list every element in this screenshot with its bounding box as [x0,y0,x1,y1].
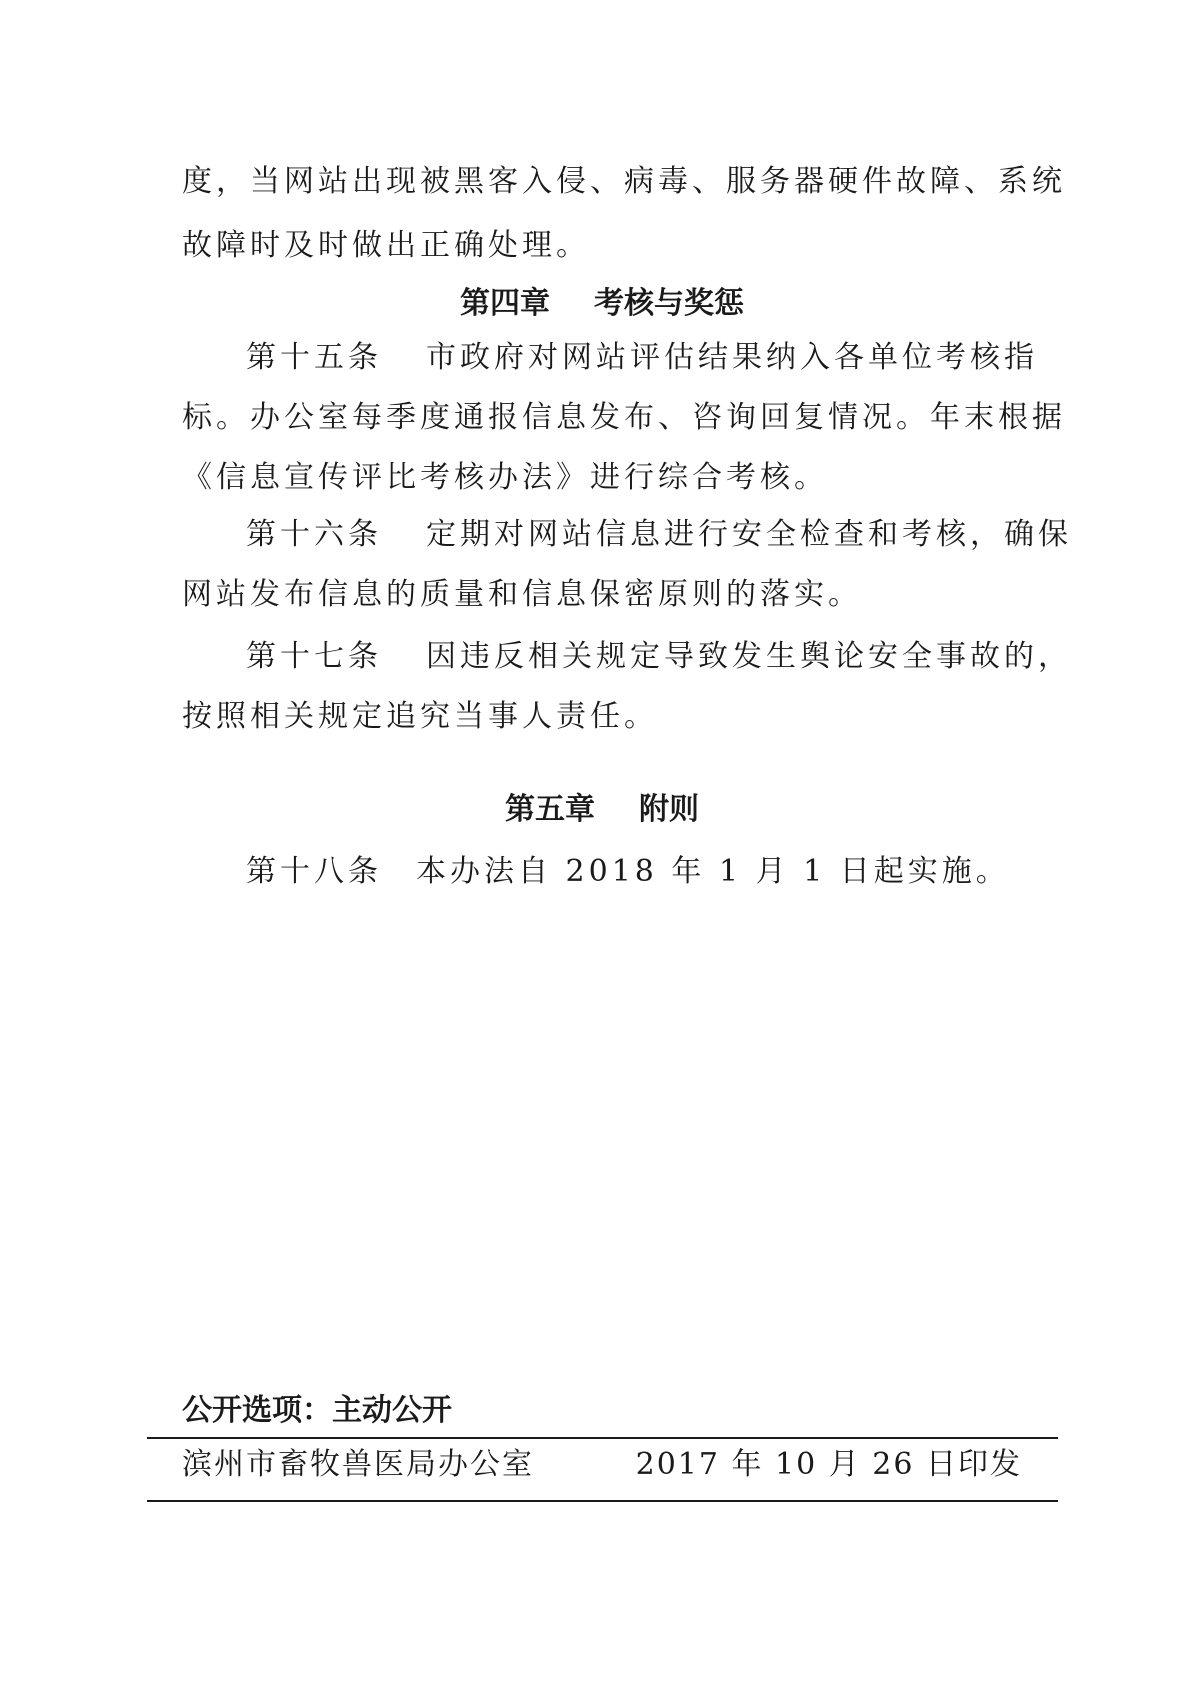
article-15-line-2: 标。办公室每季度通报信息发布、咨询回复情况。年末根据 [182,400,1066,435]
footer-top-rule [147,1437,1058,1439]
article-17-label: 第十七条 [246,639,382,674]
article-15-label: 第十五条 [246,340,382,375]
chapter-4-number: 第四章 [460,286,550,321]
disclosure-option: 公开选项：主动公开 [182,1393,452,1428]
continuation-line-1: 度，当网站出现被黑客入侵、病毒、服务器硬件故障、系统 [182,164,1066,199]
article-15-line-1 [182,326,1038,390]
article-18-line-1 [182,840,1022,904]
chapter-4-title: 考核与奖惩 [594,286,744,321]
chapter-5-title: 附则 [639,792,699,827]
chapter-4-heading [182,284,1022,324]
chapter-5-number: 第五章 [505,792,595,827]
article-16-line-2: 网站发布信息的质量和信息保密原则的落实。 [182,577,862,612]
article-18-text: 本办法自 2018 年 1 月 1 日起实施。 [416,854,1010,889]
continuation-line-2: 故障时及时做出正确处理。 [182,228,590,263]
article-17-line-1 [182,625,1072,689]
article-17-line-2: 按照相关规定追究当事人责任。 [182,699,658,734]
issue-date: 2017 年 10 月 26 日印发 [635,1447,1022,1482]
article-15-line-3: 《信息宣传评比考核办法》进行综合考核。 [182,460,828,495]
article-16-text: 定期对网站信息进行安全检查和考核，确保 [426,517,1072,552]
article-16-label: 第十六条 [246,517,382,552]
article-17-text: 因违反相关规定导致发生舆论安全事故的， [426,639,1072,674]
article-18-label: 第十八条 [246,854,382,889]
chapter-5-heading [182,790,1022,830]
issuing-office: 滨州市畜牧兽医局办公室 [182,1447,534,1482]
footer-bottom-rule [147,1500,1058,1502]
article-15-text: 市政府对网站评估结果纳入各单位考核指 [426,340,1038,375]
article-16-line-1 [182,503,1072,567]
